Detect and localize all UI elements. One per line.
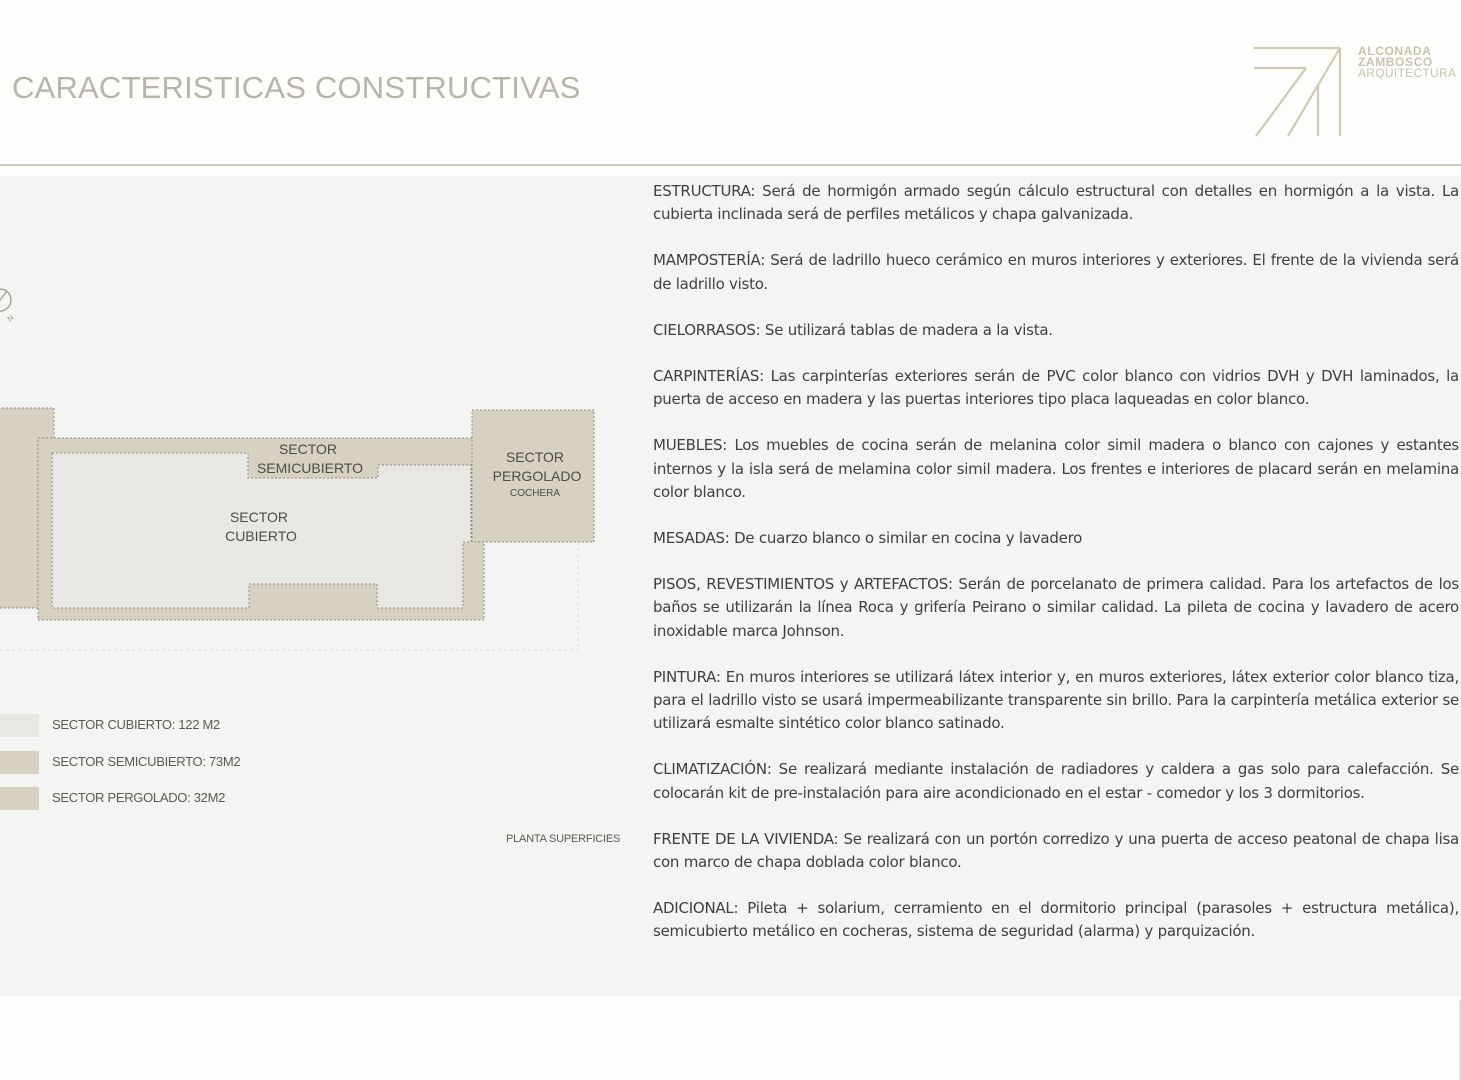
spec-paragraph: PINTURA: En muros interiores se utilizará látex interior y, en muros exteriores, látex exterior color blanco tiza, para el ladrillo visto se usará impermeabilizante transparente sin brillo. Para la carpintería metálica exterior se utilizará esmalte sintético color blanco satinado. — [653, 667, 1459, 733]
legend-label: SECTOR PERGOLADO: 32M2 — [52, 790, 226, 805]
spec-paragraph: MESADAS: De cuarzo blanco o similar en cocina y lavadero — [653, 529, 1083, 548]
semicubierto-label-2: SEMICUBIERTO — [256, 460, 364, 476]
logo-wordmark — [1358, 46, 1456, 79]
compass-label: N — [5, 312, 16, 324]
header-divider — [0, 164, 1461, 166]
compass-icon — [0, 289, 16, 324]
floor-plan — [0, 176, 640, 676]
spec-paragraph: CIELORRASOS: Se utilizará tablas de madera a la vista. — [653, 320, 1053, 339]
spec-paragraph: PISOS, REVESTIMIENTOS y ARTEFACTOS: Serán de porcelanato de primera calidad. Para los artefactos de los baños se utilizarán la línea Roca y grifería Peirano o similar calidad. La pileta de cocina y lavadero de acero inoxidable marca Johnson. — [653, 575, 1459, 640]
spec-paragraph: MAMPOSTERÍA: Será de ladrillo hueco cerámico en muros interiores y exteriores. El frente de la vivienda será de ladrillo visto. — [653, 251, 1459, 293]
pergolado-sublabel: COCHERA — [509, 488, 561, 499]
brand-logo — [1250, 44, 1461, 140]
spec-paragraph: FRENTE DE LA VIVIENDA: Se realizará con un portón corredizo y una puerta de acceso peatonal de chapa lisa con marco de chapa doblada color blanco. — [653, 829, 1459, 872]
spec-paragraph: CLIMATIZACIÓN: Se realizará mediante instalación de radiadores y caldera a gas solo para calefacción. Se colocarán kit de pre-instalación para aire acondicionado en el estar - comedor y los 3 dormitorios. — [653, 760, 1459, 802]
specifications-list — [653, 180, 1459, 967]
logo-line-1: ALCONADA — [1358, 44, 1432, 58]
legend-swatch-pergolado — [0, 787, 39, 810]
legend-label: SECTOR CUBIERTO: 122 M2 — [52, 717, 220, 732]
logo-line-3: ARQUITECTURA — [1358, 66, 1457, 80]
semicubierto-label-1: SECTOR — [278, 441, 338, 457]
plan-caption: PLANTA SUPERFICIES — [506, 833, 621, 845]
spec-paragraph: CARPINTERÍAS: Las carpinterías exteriores serán de PVC color blanco con vidrios DVH y DVH laminados, la puerta de acceso en madera y las puertas interiores tipo placa laqueadas en color blanco. — [653, 367, 1459, 409]
legend-swatch-semicubierto — [0, 751, 39, 774]
content-panel — [0, 176, 1461, 996]
legend-label: SECTOR SEMICUBIERTO: 73M2 — [52, 754, 241, 769]
pergolado-label-2: PERGOLADO — [492, 468, 582, 484]
spec-paragraph: MUEBLES: Los muebles de cocina serán de melanina color simil madera o blanco con cajones y estantes internos y la isla será de melamina color simil madera. Los frentes e interiores de placard serán en melamina color blanco. — [653, 436, 1459, 501]
spec-paragraph: ADICIONAL: Pileta + solarium, cerramiento en el dormitorio principal (parasoles + estructura metálica), semicubierto metálico en cocheras, sistema de seguridad (alarma) y parquización. — [653, 899, 1459, 941]
pergolado-label-1: SECTOR — [505, 449, 565, 465]
logo-line-2: ZAMBOSCO — [1358, 55, 1433, 69]
cubierto-label-1: SECTOR — [229, 509, 289, 525]
page-title: CARACTERISTICAS CONSTRUCTIVAS — [12, 70, 581, 105]
cubierto-label-2: CUBIERTO — [225, 528, 297, 544]
legend-swatch-cubierto — [0, 714, 39, 737]
spec-paragraph: ESTRUCTURA: Será de hormigón armado según cálculo estructural con detalles en hormigón a la vista. La cubierta inclinada será de perfiles metálicos y chapa galvanizada. — [653, 182, 1459, 224]
